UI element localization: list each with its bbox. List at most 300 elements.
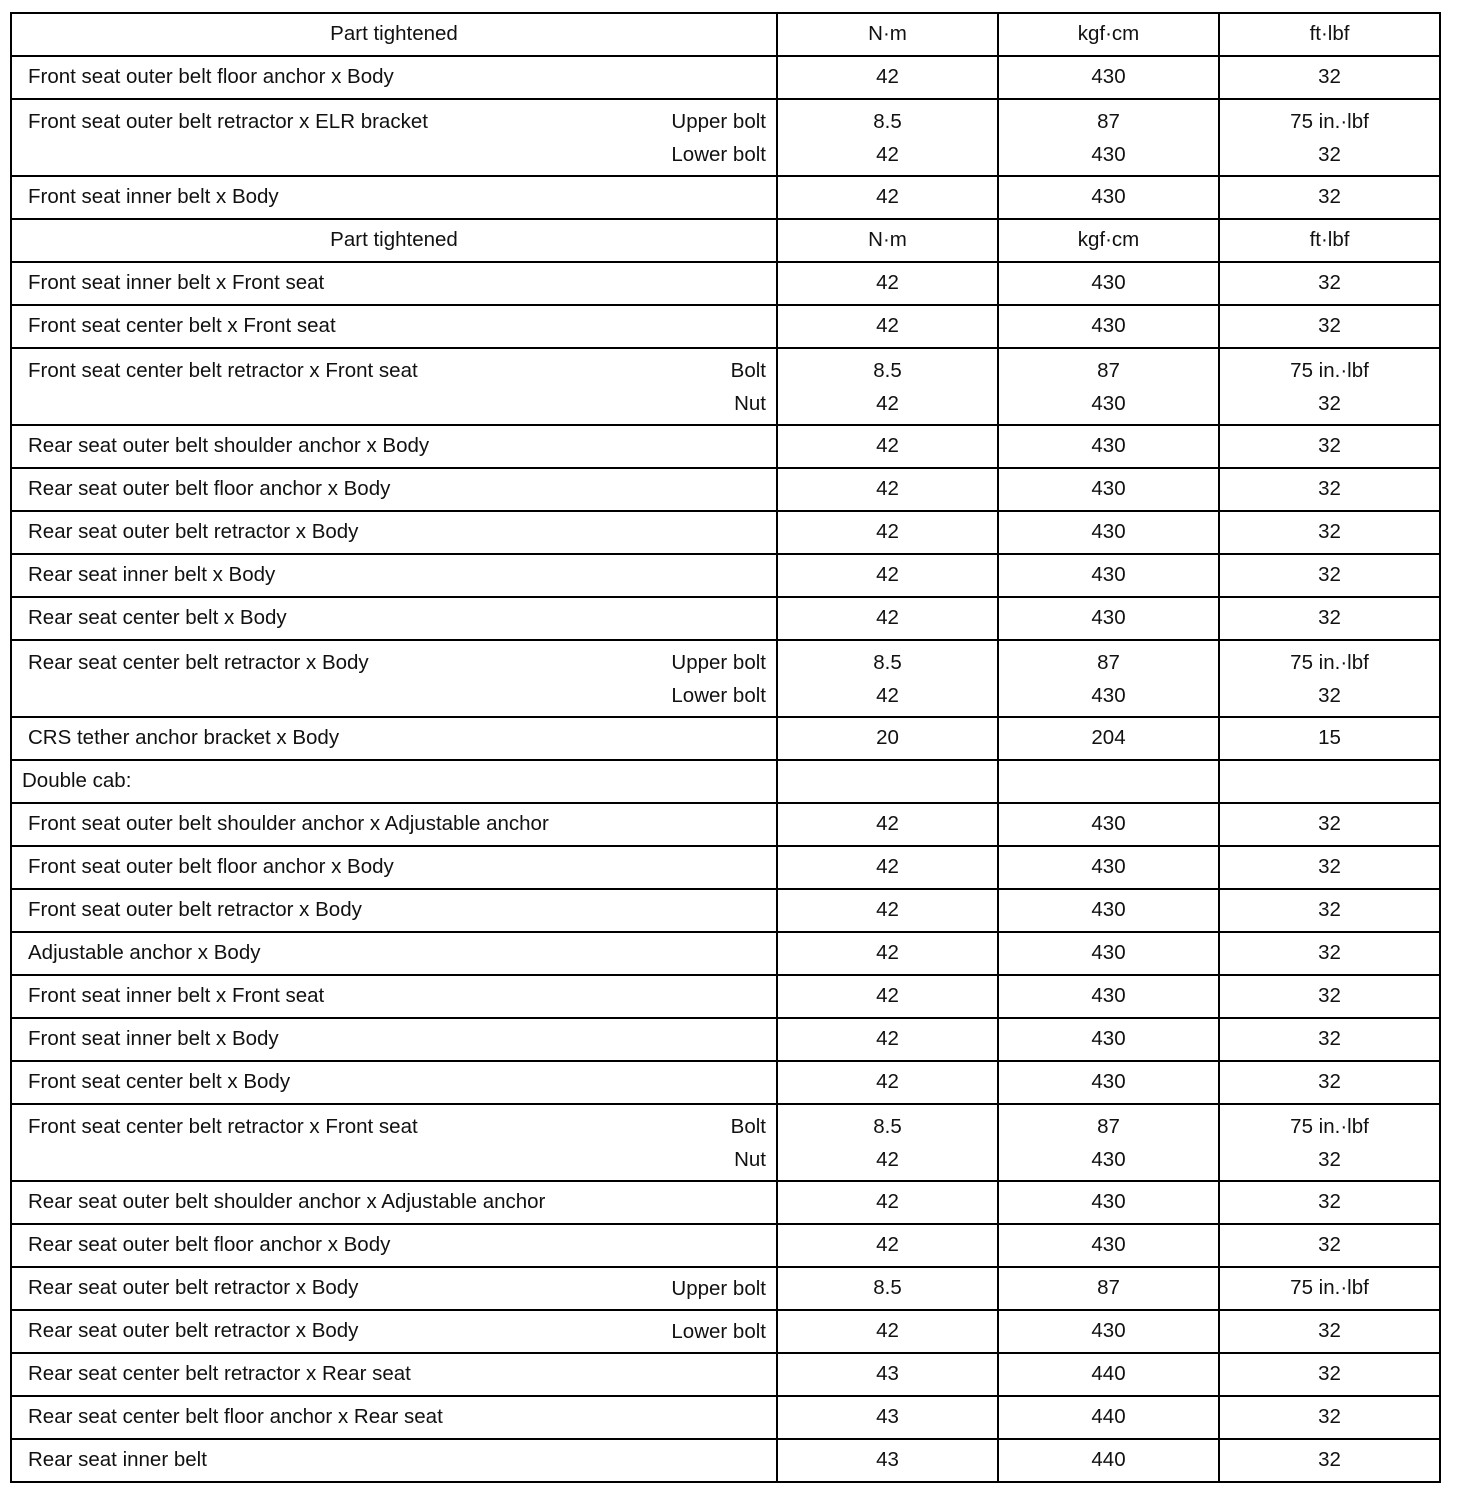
- kgf-cm-value-cell: [998, 1439, 1219, 1482]
- kgf-cm-value: 430: [1091, 65, 1126, 89]
- ft-lbf-value-cell: [1219, 640, 1440, 717]
- table-row: [11, 1439, 1440, 1482]
- ft-lbf-value: 32: [1318, 1070, 1341, 1094]
- part-cell: [11, 1267, 777, 1310]
- ft-lbf-value: 75 in.·lbf: [1290, 109, 1369, 133]
- part-cell: [11, 597, 777, 640]
- table-row: [11, 468, 1440, 511]
- part-name: Front seat center belt retractor x Front seat: [28, 358, 418, 382]
- kgf-cm-value-cell: [998, 1224, 1219, 1267]
- table-row: [11, 717, 1440, 760]
- part-cell: [11, 1396, 777, 1439]
- kgf-cm-value-cell: [998, 1310, 1219, 1353]
- kgf-cm-value: 430: [1091, 898, 1126, 922]
- nm-value: 8.5: [873, 1114, 902, 1138]
- ft-lbf-value: 32: [1318, 1190, 1341, 1214]
- ft-lbf-value-cell: [1219, 425, 1440, 468]
- part-name: Front seat inner belt x Body: [28, 1027, 279, 1051]
- ft-lbf-value-cell: [1219, 803, 1440, 846]
- part-cell: [11, 1224, 777, 1267]
- kgf-cm-value: 440: [1091, 1448, 1126, 1472]
- table-row: [11, 305, 1440, 348]
- ft-lbf-value: 32: [1318, 65, 1341, 89]
- ft-lbf-value: 32: [1318, 391, 1341, 415]
- kgf-cm-value: 430: [1091, 855, 1126, 879]
- ft-lbf-value-cell: [1219, 99, 1440, 176]
- nm-value: 20: [876, 726, 899, 750]
- table-row: [11, 1267, 1440, 1310]
- nm-value: 42: [876, 1319, 899, 1343]
- nm-value: 42: [876, 606, 899, 630]
- nm-value-cell: [777, 640, 998, 717]
- ft-lbf-value: 32: [1318, 185, 1341, 209]
- part-name: Rear seat center belt floor anchor x Rear seat: [28, 1405, 443, 1429]
- nm-value: 42: [876, 185, 899, 209]
- part-cell-content: [28, 1110, 776, 1176]
- kgf-cm-value-cell: [998, 99, 1219, 176]
- nm-value: 42: [876, 1233, 899, 1257]
- part-cell: [11, 803, 777, 846]
- part-cell: [11, 640, 777, 717]
- fastener-label: Lower bolt: [671, 142, 766, 166]
- part-cell-content: [28, 354, 776, 420]
- ft-lbf-value-cell: [1219, 176, 1440, 219]
- ft-lbf-value-stack: [1220, 646, 1439, 712]
- torque-spec-table: [10, 12, 1441, 1483]
- table-header-row: [11, 13, 1440, 56]
- ft-lbf-value-stack: [1220, 1110, 1439, 1176]
- ft-lbf-value-cell: [1219, 554, 1440, 597]
- kgf-cm-value: 87: [1097, 650, 1120, 674]
- ft-lbf-value-cell: [1219, 56, 1440, 99]
- kgf-cm-value: 430: [1091, 606, 1126, 630]
- nm-value-cell: [777, 975, 998, 1018]
- table-row: [11, 975, 1440, 1018]
- ft-lbf-value-cell: [1219, 975, 1440, 1018]
- fastener-label: Bolt: [730, 1114, 766, 1138]
- kgf-cm-value: 430: [1091, 812, 1126, 836]
- ft-lbf-value-cell: [1219, 1267, 1440, 1310]
- nm-value: 42: [876, 1147, 899, 1171]
- kgf-cm-value: 430: [1091, 142, 1126, 166]
- kgf-cm-value: 430: [1091, 314, 1126, 338]
- ft-lbf-value: 32: [1318, 898, 1341, 922]
- nm-value-cell: [777, 348, 998, 425]
- kgf-cm-value: 440: [1091, 1405, 1126, 1429]
- part-cell: [11, 1181, 777, 1224]
- nm-value-cell: [777, 176, 998, 219]
- kgf-cm-value: 430: [1091, 1233, 1126, 1257]
- part-name: Adjustable anchor x Body: [28, 941, 261, 965]
- nm-value-cell: [777, 56, 998, 99]
- header-ft-lbf: ft·lbf: [1219, 219, 1440, 262]
- kgf-cm-value: 430: [1091, 941, 1126, 965]
- header-part-tightened: Part tightened: [11, 219, 777, 262]
- kgf-cm-value: 430: [1091, 1319, 1126, 1343]
- part-cell: [11, 975, 777, 1018]
- nm-value: 42: [876, 941, 899, 965]
- kgf-cm-value-cell: [998, 1104, 1219, 1181]
- table-header-row: [11, 219, 1440, 262]
- part-cell: [11, 1061, 777, 1104]
- kgf-cm-value-stack: [999, 105, 1218, 171]
- kgf-cm-value-cell: [998, 975, 1219, 1018]
- ft-lbf-value: 75 in.·lbf: [1290, 358, 1369, 382]
- kgf-cm-value-cell: [998, 846, 1219, 889]
- nm-value: 8.5: [873, 358, 902, 382]
- part-name: Front seat center belt retractor x Front seat: [28, 1114, 418, 1138]
- nm-value: 42: [876, 984, 899, 1008]
- ft-lbf-value: 32: [1318, 1362, 1341, 1386]
- nm-value-cell: [777, 1267, 998, 1310]
- table-row: [11, 1396, 1440, 1439]
- kgf-cm-value-cell: [998, 1061, 1219, 1104]
- kgf-cm-value-cell: [998, 597, 1219, 640]
- ft-lbf-value: 32: [1318, 520, 1341, 544]
- part-name: Front seat center belt x Front seat: [28, 314, 336, 338]
- nm-value-cell: [777, 468, 998, 511]
- ft-lbf-value: 32: [1318, 434, 1341, 458]
- header-ft-lbf: ft·lbf: [1219, 13, 1440, 56]
- kgf-cm-value: 430: [1091, 391, 1126, 415]
- table-row: [11, 803, 1440, 846]
- ft-lbf-value: 15: [1318, 726, 1341, 750]
- part-name: Front seat outer belt retractor x ELR bracket: [28, 109, 428, 133]
- part-name: Front seat outer belt floor anchor x Body: [28, 65, 394, 89]
- table-row: [11, 1061, 1440, 1104]
- ft-lbf-value: 32: [1318, 1027, 1341, 1051]
- part-cell: [11, 1018, 777, 1061]
- ft-lbf-value: 32: [1318, 855, 1341, 879]
- kgf-cm-value: 430: [1091, 1070, 1126, 1094]
- ft-lbf-value-cell: [1219, 597, 1440, 640]
- part-cell-content: [28, 1315, 776, 1348]
- kgf-cm-value-cell: [998, 717, 1219, 760]
- nm-value-cell: [777, 262, 998, 305]
- fastener-type: [731, 1110, 766, 1176]
- ft-lbf-value: 32: [1318, 142, 1341, 166]
- ft-lbf-value-cell: [1219, 348, 1440, 425]
- fastener-label: Lower bolt: [671, 683, 766, 707]
- part-cell: [11, 99, 777, 176]
- kgf-cm-value: 87: [1097, 1276, 1120, 1300]
- ft-lbf-value-cell: [1219, 1439, 1440, 1482]
- ft-lbf-value: 32: [1318, 1319, 1341, 1343]
- table-row: [11, 1181, 1440, 1224]
- nm-value-cell: [777, 1439, 998, 1482]
- header-kgf-cm: kgf·cm: [998, 13, 1219, 56]
- header-nm: N·m: [777, 13, 998, 56]
- kgf-cm-value: 430: [1091, 1147, 1126, 1171]
- nm-value-cell: [777, 1353, 998, 1396]
- fastener-type: [671, 1315, 766, 1348]
- ft-lbf-value-cell: [1219, 511, 1440, 554]
- part-cell: [11, 554, 777, 597]
- ft-lbf-value: 32: [1318, 271, 1341, 295]
- nm-value: 42: [876, 65, 899, 89]
- part-cell: [11, 932, 777, 975]
- ft-lbf-value: 32: [1318, 812, 1341, 836]
- ft-lbf-value-cell: [1219, 1353, 1440, 1396]
- nm-value: 43: [876, 1448, 899, 1472]
- fastener-label: Upper bolt: [671, 1277, 766, 1300]
- nm-value-stack: [778, 646, 997, 712]
- part-name: Front seat outer belt retractor x Body: [28, 898, 362, 922]
- table-row: [11, 262, 1440, 305]
- ft-lbf-value: 32: [1318, 606, 1341, 630]
- nm-value: 43: [876, 1405, 899, 1429]
- fastener-label: Upper bolt: [671, 109, 766, 133]
- part-name: Rear seat center belt retractor x Rear seat: [28, 1362, 411, 1386]
- ft-lbf-value: 75 in.·lbf: [1290, 1276, 1369, 1300]
- ft-lbf-value-cell: [1219, 1396, 1440, 1439]
- table-row: [11, 176, 1440, 219]
- kgf-cm-value: 430: [1091, 563, 1126, 587]
- ft-lbf-value-stack: [1220, 105, 1439, 171]
- fastener-type: [671, 646, 766, 712]
- nm-value-cell: [777, 803, 998, 846]
- kgf-cm-value: 430: [1091, 520, 1126, 544]
- part-cell: [11, 1439, 777, 1482]
- fastener-type: [671, 105, 766, 171]
- table-row: [11, 1104, 1440, 1181]
- torque-table-body: [11, 13, 1440, 1482]
- part-name: Rear seat outer belt shoulder anchor x Adjustable anchor: [28, 1190, 546, 1214]
- table-row: [11, 597, 1440, 640]
- part-cell: [11, 717, 777, 760]
- nm-value: 8.5: [873, 1276, 902, 1300]
- nm-value-cell: [777, 846, 998, 889]
- nm-value-cell: [777, 1310, 998, 1353]
- kgf-cm-value: 430: [1091, 1190, 1126, 1214]
- nm-value-cell: [777, 1224, 998, 1267]
- part-name: Front seat outer belt shoulder anchor x Adjustable anchor: [28, 812, 549, 836]
- ft-lbf-value-cell: [1219, 1181, 1440, 1224]
- kgf-cm-value-stack: [999, 354, 1218, 420]
- kgf-cm-value: 430: [1091, 1027, 1126, 1051]
- kgf-cm-value-cell: [998, 932, 1219, 975]
- kgf-cm-value-cell: [998, 554, 1219, 597]
- header-nm: N·m: [777, 219, 998, 262]
- nm-value: 42: [876, 1070, 899, 1094]
- ft-lbf-value: 32: [1318, 941, 1341, 965]
- table-row: [11, 1353, 1440, 1396]
- kgf-cm-value-cell: [998, 889, 1219, 932]
- ft-lbf-value-cell: [1219, 717, 1440, 760]
- nm-value-cell: [777, 932, 998, 975]
- empty-cell: [1219, 760, 1440, 803]
- nm-value-cell: [777, 99, 998, 176]
- fastener-label: Nut: [734, 1147, 766, 1171]
- kgf-cm-value-cell: [998, 1181, 1219, 1224]
- nm-value: 42: [876, 142, 899, 166]
- nm-value-stack: [778, 1110, 997, 1176]
- nm-value-cell: [777, 511, 998, 554]
- table-row: [11, 348, 1440, 425]
- table-row: [11, 640, 1440, 717]
- kgf-cm-value-cell: [998, 1018, 1219, 1061]
- kgf-cm-value-cell: [998, 1267, 1219, 1310]
- ft-lbf-value-cell: [1219, 1061, 1440, 1104]
- kgf-cm-value-cell: [998, 176, 1219, 219]
- nm-value: 42: [876, 434, 899, 458]
- nm-value: 42: [876, 1190, 899, 1214]
- fastener-type: [731, 354, 766, 420]
- kgf-cm-value: 430: [1091, 185, 1126, 209]
- kgf-cm-value: 430: [1091, 271, 1126, 295]
- part-name: Front seat outer belt floor anchor x Body: [28, 855, 394, 879]
- kgf-cm-value-cell: [998, 1353, 1219, 1396]
- ft-lbf-value-cell: [1219, 846, 1440, 889]
- header-kgf-cm: kgf·cm: [998, 219, 1219, 262]
- part-name: Rear seat outer belt retractor x Body: [28, 1276, 359, 1300]
- ft-lbf-value-cell: [1219, 262, 1440, 305]
- ft-lbf-value: 32: [1318, 314, 1341, 338]
- part-cell: [11, 1104, 777, 1181]
- part-name: Rear seat inner belt x Body: [28, 563, 276, 587]
- table-row: [11, 1310, 1440, 1353]
- nm-value-cell: [777, 554, 998, 597]
- nm-value-cell: [777, 1061, 998, 1104]
- nm-value: 42: [876, 520, 899, 544]
- kgf-cm-value-cell: [998, 803, 1219, 846]
- kgf-cm-value: 87: [1097, 358, 1120, 382]
- table-row: [11, 425, 1440, 468]
- kgf-cm-value: 430: [1091, 984, 1126, 1008]
- table-row: [11, 1224, 1440, 1267]
- fastener-label: Lower bolt: [671, 1320, 766, 1343]
- kgf-cm-value: 430: [1091, 434, 1126, 458]
- nm-value-stack: [778, 105, 997, 171]
- nm-value-cell: [777, 305, 998, 348]
- nm-value: 42: [876, 477, 899, 501]
- fastener-label: Nut: [734, 391, 766, 415]
- kgf-cm-value-cell: [998, 640, 1219, 717]
- ft-lbf-value: 32: [1318, 1448, 1341, 1472]
- ft-lbf-value-cell: [1219, 889, 1440, 932]
- part-cell: [11, 262, 777, 305]
- nm-value: 42: [876, 683, 899, 707]
- part-cell: [11, 425, 777, 468]
- nm-value: 43: [876, 1362, 899, 1386]
- empty-cell: [998, 760, 1219, 803]
- nm-value: 42: [876, 314, 899, 338]
- kgf-cm-value: 87: [1097, 1114, 1120, 1138]
- nm-value-cell: [777, 717, 998, 760]
- part-name: Rear seat center belt x Body: [28, 606, 287, 630]
- nm-value: 42: [876, 563, 899, 587]
- kgf-cm-value: 430: [1091, 683, 1126, 707]
- empty-cell: [777, 760, 998, 803]
- part-cell-content: [28, 1272, 776, 1305]
- nm-value: 42: [876, 1027, 899, 1051]
- nm-value-cell: [777, 1104, 998, 1181]
- part-name: Rear seat center belt retractor x Body: [28, 650, 369, 674]
- part-name: Rear seat outer belt floor anchor x Body: [28, 477, 391, 501]
- ft-lbf-value-stack: [1220, 354, 1439, 420]
- ft-lbf-value-cell: [1219, 932, 1440, 975]
- nm-value-cell: [777, 1181, 998, 1224]
- part-name: Front seat inner belt x Body: [28, 185, 279, 209]
- table-row: [11, 846, 1440, 889]
- ft-lbf-value: 32: [1318, 1405, 1341, 1429]
- nm-value-cell: [777, 1396, 998, 1439]
- nm-value: 42: [876, 271, 899, 295]
- table-row: [11, 1018, 1440, 1061]
- nm-value: 42: [876, 391, 899, 415]
- part-cell: [11, 1353, 777, 1396]
- part-cell: [11, 846, 777, 889]
- part-cell: [11, 305, 777, 348]
- kgf-cm-value-cell: [998, 425, 1219, 468]
- nm-value: 8.5: [873, 650, 902, 674]
- kgf-cm-value: 87: [1097, 109, 1120, 133]
- part-name: Front seat center belt x Body: [28, 1070, 291, 1094]
- ft-lbf-value: 32: [1318, 1233, 1341, 1257]
- kgf-cm-value-cell: [998, 56, 1219, 99]
- kgf-cm-value-cell: [998, 1396, 1219, 1439]
- part-cell: [11, 56, 777, 99]
- nm-value: 42: [876, 812, 899, 836]
- table-row: [11, 889, 1440, 932]
- part-name: Rear seat outer belt retractor x Body: [28, 1319, 359, 1343]
- kgf-cm-value-cell: [998, 468, 1219, 511]
- kgf-cm-value-stack: [999, 1110, 1218, 1176]
- part-name: Rear seat outer belt floor anchor x Body: [28, 1233, 391, 1257]
- ft-lbf-value-cell: [1219, 468, 1440, 511]
- table-row: [11, 56, 1440, 99]
- ft-lbf-value-cell: [1219, 1224, 1440, 1267]
- kgf-cm-value-stack: [999, 646, 1218, 712]
- part-name: Rear seat outer belt retractor x Body: [28, 520, 359, 544]
- nm-value: 8.5: [873, 109, 902, 133]
- part-name: Front seat inner belt x Front seat: [28, 271, 325, 295]
- part-name: Rear seat inner belt: [28, 1448, 207, 1472]
- fastener-label: Bolt: [730, 358, 766, 382]
- fastener-type: [671, 1272, 766, 1305]
- part-cell: [11, 176, 777, 219]
- ft-lbf-value: 32: [1318, 1147, 1341, 1171]
- ft-lbf-value-cell: [1219, 1310, 1440, 1353]
- ft-lbf-value: 75 in.·lbf: [1290, 1114, 1369, 1138]
- part-cell: [11, 1310, 777, 1353]
- part-cell: [11, 889, 777, 932]
- part-name: Front seat inner belt x Front seat: [28, 984, 325, 1008]
- part-cell: [11, 348, 777, 425]
- ft-lbf-value: 32: [1318, 683, 1341, 707]
- kgf-cm-value: 204: [1091, 726, 1126, 750]
- nm-value: 42: [876, 898, 899, 922]
- nm-value-cell: [777, 597, 998, 640]
- table-row: [11, 760, 1440, 803]
- nm-value-cell: [777, 889, 998, 932]
- ft-lbf-value: 75 in.·lbf: [1290, 650, 1369, 674]
- ft-lbf-value: 32: [1318, 477, 1341, 501]
- table-row: [11, 99, 1440, 176]
- nm-value-cell: [777, 1018, 998, 1061]
- part-name: Rear seat outer belt shoulder anchor x Body: [28, 434, 430, 458]
- ft-lbf-value-cell: [1219, 1018, 1440, 1061]
- table-row: [11, 932, 1440, 975]
- section-label: Double cab:: [11, 760, 777, 803]
- part-cell: [11, 511, 777, 554]
- part-name: CRS tether anchor bracket x Body: [28, 726, 340, 750]
- nm-value-stack: [778, 354, 997, 420]
- kgf-cm-value-cell: [998, 262, 1219, 305]
- nm-value: 42: [876, 855, 899, 879]
- kgf-cm-value: 430: [1091, 477, 1126, 501]
- table-row: [11, 511, 1440, 554]
